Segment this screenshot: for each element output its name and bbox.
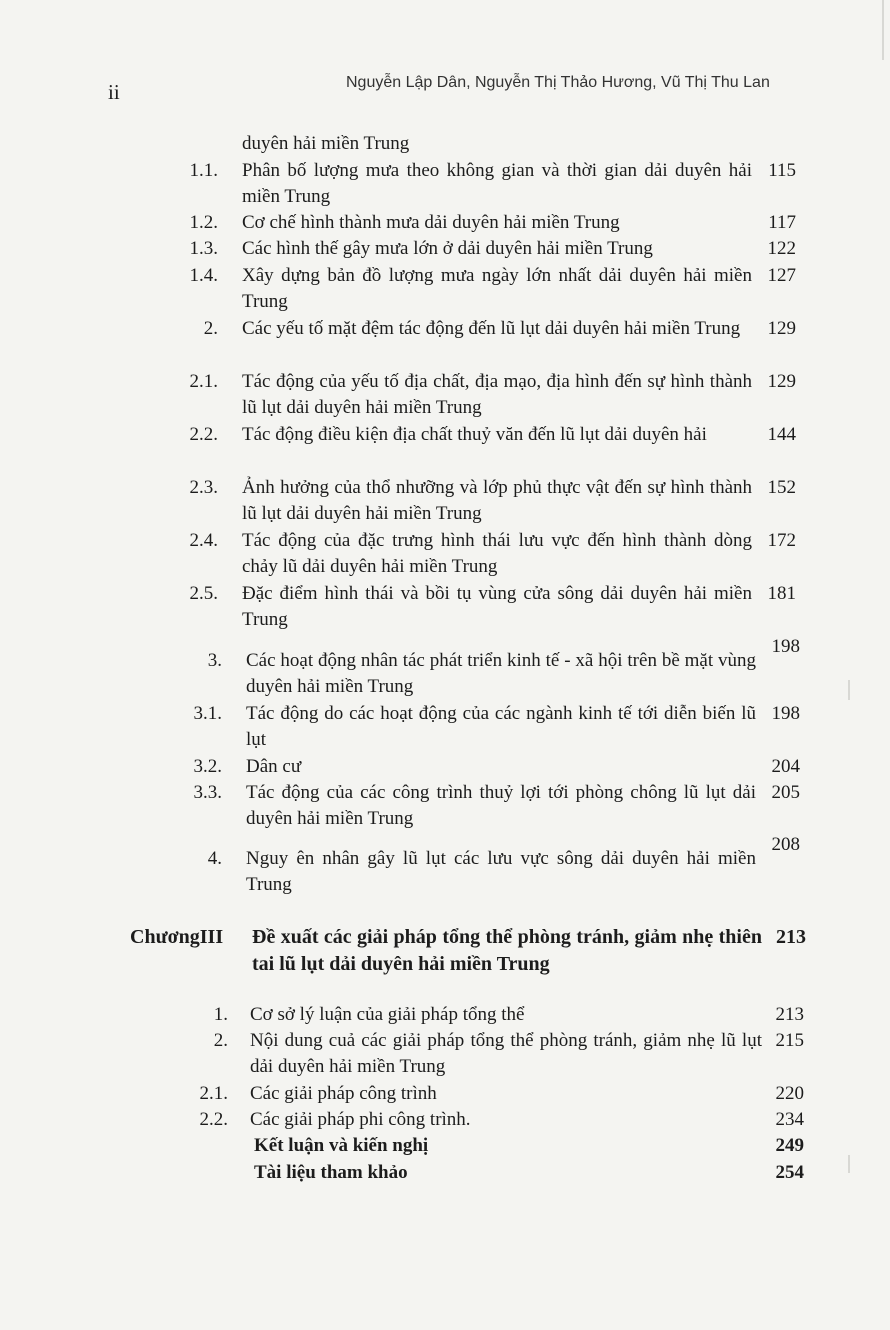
toc-entry-number: 1.3. [189,238,218,259]
toc-entry-number: 4. [207,848,222,869]
toc-entry-title: Tác động của các công trình thuỷ lợi tới phòng chông lũ lụt dải duyên hải miền Trung [246,782,756,829]
toc-entry [0,158,890,210]
toc-entry-title: Các hình thế gây mưa lớn ở dải duyên hải miền Trung [242,238,653,259]
toc-entry-page: 205 [771,782,800,803]
toc-entry [0,263,890,315]
toc-entry [0,1081,890,1107]
toc-entry [0,475,890,527]
toc-entry-page: 215 [775,1030,804,1051]
toc-entry-number: 3. [207,650,222,671]
toc-entry-page: 122 [767,238,796,259]
toc-entry-page: 117 [768,212,796,233]
toc-chapter-heading [0,924,890,978]
toc-entry-number: 2. [203,318,218,339]
toc-entry-page: 220 [775,1083,804,1104]
toc-entry-title: Tài liệu tham khảo [254,1162,408,1183]
toc-entry-number: 2.2. [189,424,218,445]
toc-entry-number: 1. [213,1004,228,1025]
toc-entry-references [0,1160,890,1186]
toc-entry-title: Các giải pháp phi công trình. [250,1109,471,1130]
toc-chapter-title: Đề xuất các giải pháp tổng thể phòng tránh, giảm nhẹ thiên tai lũ lụt dải duyên hải miền Trung [252,926,762,975]
toc-entry-title: Cơ chế hình thành mưa dải duyên hải miền Trung [242,212,620,233]
toc-entry-number: 3.1. [193,703,222,724]
toc-entry-title: Các yếu tố mặt đệm tác động đến lũ lụt dải duyên hải miền Trung [242,318,741,339]
toc-entry [0,1107,890,1133]
toc-entry-page: 198 [771,636,800,657]
toc-entry-number: 2.1. [189,371,218,392]
toc-entry-page: 152 [767,477,796,498]
toc-entry-number: 1.4. [189,265,218,286]
toc-entry-page: 204 [771,756,800,777]
toc-entry-number: 3.2. [193,756,222,777]
toc-entry [0,1028,890,1080]
toc-entry-page: 181 [767,583,796,604]
toc-entry-title: Đặc điểm hình thái và bồi tụ vùng cửa sông dải duyên hải miền Trung [242,583,752,630]
toc-entry [0,754,890,780]
toc-entry-number: 2. [213,1030,228,1051]
toc-entry-title: Ảnh hưởng của thổ nhưỡng và lớp phủ thực vật đến sự hình thành lũ lụt dải duyên hải miền Trung [242,477,752,524]
toc-entry [0,636,890,700]
toc-entry-page: 234 [775,1109,804,1130]
toc-entry [0,210,890,236]
toc-entry-number: 1.1. [189,160,218,181]
toc-entry-title: Phân bố lượng mưa theo không gian và thời gian dải duyên hải miền Trung [242,160,752,207]
show-through-mark [882,0,884,60]
toc-chapter-page: 213 [776,926,806,948]
toc-entry-page: 115 [768,160,796,181]
toc-entry-page: 254 [775,1162,804,1183]
running-header-authors: Nguyễn Lập Dân, Nguyễn Thị Thảo Hương, Vũ Thị Thu Lan [346,74,770,91]
toc-entry [0,701,890,753]
toc-entry-number: 2.3. [189,477,218,498]
toc-entry-title: Tác động của yếu tố địa chất, địa mạo, địa hình đến sự hình thành lũ lụt dải duyên hải miền Trung [242,371,752,418]
toc-entry-number: 2.5. [189,583,218,604]
toc-entry-title: Tác động điều kiện địa chất thuỷ văn đến lũ lụt dải duyên hải [242,424,707,445]
page-number: ii [108,80,120,104]
toc-entry-page: 213 [775,1004,804,1025]
toc-entry-page: 198 [771,703,800,724]
toc-entry-title: Nguy ên nhân gây lũ lụt các lưu vực sông dải duyên hải miền Trung [246,848,756,895]
toc-entry-title: Tác động của đặc trưng hình thái lưu vực đến hình thành dòng chảy lũ dải duyên hải miền Trung [242,530,752,577]
toc-entry-page: 127 [767,265,796,286]
toc-entry-number: 2.2. [199,1109,228,1130]
toc-entry-number: 1.2. [189,212,218,233]
toc-entry [0,581,890,633]
toc-entry [0,422,890,474]
toc-entry-title: Cơ sở lý luận của giải pháp tổng thể [250,1004,525,1025]
toc-entry-title: duyên hải miền Trung [242,133,410,154]
toc-entry-title: Các giải pháp công trình [250,1083,437,1104]
toc-chapter-number: ChươngIII [130,926,224,948]
toc-entry-title: Tác động do các hoạt động của các ngành kinh tế tới diễn biến lũ lụt [246,703,756,750]
toc-entry-page: 172 [767,530,796,551]
toc-entry-page: 144 [767,424,796,445]
toc-entry-page: 129 [767,371,796,392]
toc-entry [0,316,890,368]
toc-entry [0,834,890,898]
toc-entry [0,528,890,580]
toc-entry [0,780,890,832]
toc-entry [0,369,890,421]
toc-entry-title: Nội dung cuả các giải pháp tổng thể phòng tránh, giảm nhẹ lũ lụt dải duyên hải miền Trung [250,1030,762,1077]
toc-entry-title: Kết luận và kiến nghị [254,1135,429,1156]
toc-entry-conclusion [0,1133,890,1159]
toc-entry-title: Xây dựng bản đồ lượng mưa ngày lớn nhất dải duyên hải miền Trung [242,265,752,312]
toc-entry-title: Các hoạt động nhân tác phát triển kinh tế - xã hội trên bề mặt vùng duyên hải miền Trung [246,650,756,697]
toc-entry [0,236,890,262]
toc-entry [0,131,890,157]
toc-entry-page: 129 [767,318,796,339]
toc-entry-number: 3.3. [193,782,222,803]
toc-entry [0,1002,890,1028]
toc-entry-number: 2.4. [189,530,218,551]
toc-entry-page: 249 [775,1135,804,1156]
toc-entry-title: Dân cư [246,756,302,777]
toc-entry-number: 2.1. [199,1083,228,1104]
toc-entry-page: 208 [771,834,800,855]
